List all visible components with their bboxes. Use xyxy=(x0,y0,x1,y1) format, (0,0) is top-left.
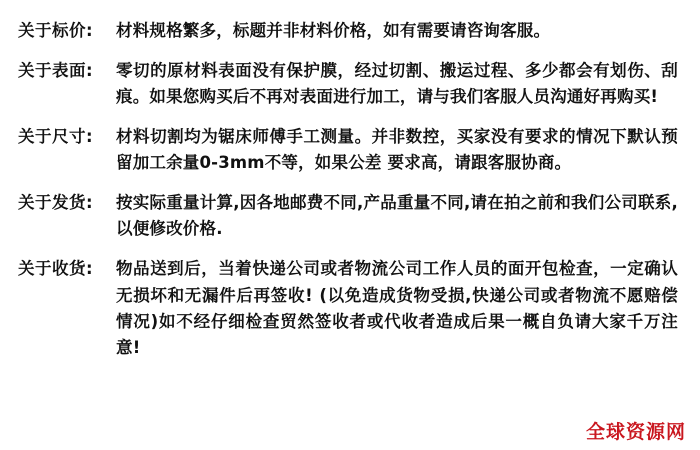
list-item xyxy=(18,190,682,242)
note-label: 关于收货: xyxy=(18,259,94,279)
list-item xyxy=(18,256,682,360)
watermark-text: 全球资源网 xyxy=(585,421,686,443)
note-text: 物品送到后，当着快递公司或者物流公司工作人员的面开包检查，一定确认无损坏和无漏件后再签收! (以免造成货物受损,快递公司或者物流不愿赔偿情况)如不经仔细检查贸然签收者或代收者造成后果一概自负请大家千万注意! xyxy=(116,259,678,357)
note-label: 关于表面: xyxy=(18,61,94,81)
note-label: 关于尺寸: xyxy=(18,127,94,147)
note-label: 关于标价: xyxy=(18,21,94,40)
notes-list xyxy=(18,18,682,361)
note-text: 材料规格繁多，标题并非材料价格，如有需要请咨询客服。 xyxy=(116,21,551,40)
note-label: 关于发货: xyxy=(18,193,94,213)
note-text: 材料切割均为锯床师傅手工测量。并非数控，买家没有要求的情况下默认预留加工余量0-3mm不等，如果公差 要求高，请跟客服协商。 xyxy=(116,127,678,173)
list-item xyxy=(18,18,682,44)
note-text: 按实际重量计算,因各地邮费不同,产品重量不同,请在拍之前和我们公司联系,以便修改价格. xyxy=(116,193,678,239)
list-item xyxy=(18,124,682,176)
list-item xyxy=(18,58,682,110)
note-text: 零切的原材料表面没有保护膜，经过切割、搬运过程、多少都会有划伤、刮痕。如果您购买后不再对表面进行加工，请与我们客服人员沟通好再购买! xyxy=(116,61,678,107)
